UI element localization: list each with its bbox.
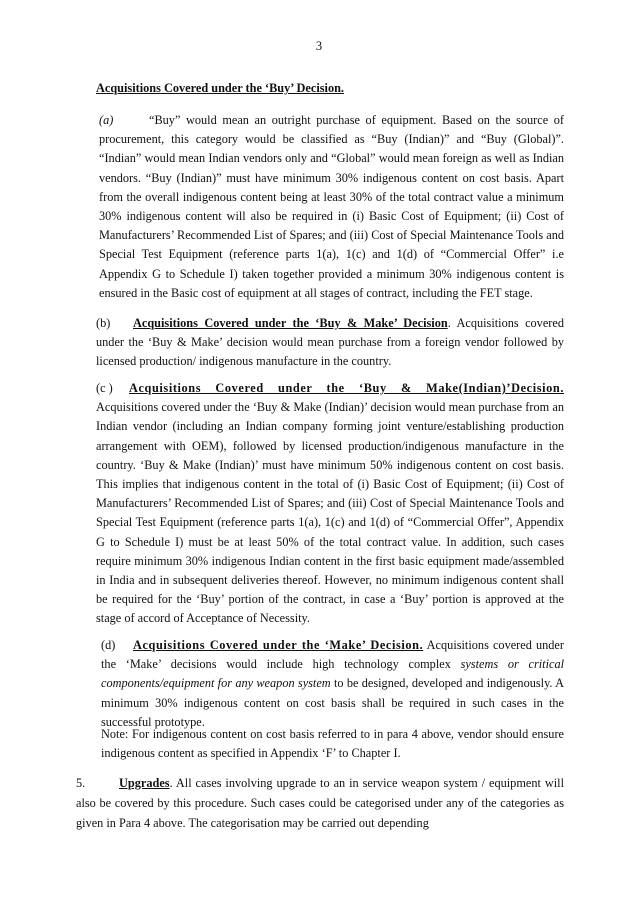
paragraph-5-title: Upgrades xyxy=(119,776,170,790)
paragraph-b xyxy=(96,314,564,372)
section-heading-buy: Acquisitions Covered under the ‘Buy’ Decision. xyxy=(96,81,345,95)
paragraph-a-marker: (a) xyxy=(99,113,114,127)
paragraph-b-title: Acquisitions Covered under the ‘Buy & Make’ Decision xyxy=(133,316,448,330)
note-paragraph: Note: For indigenous content on cost basis referred to in para 4 above, vendor should ensure indigenous content as specified in Appendix ‘F’ to Chapter I. xyxy=(101,727,564,761)
paragraph-5-text: . All cases involving upgrade to an in service weapon system / equipment will also be covered by this procedure. Such cases could be categorised under any of the categories as given in Para 4 above. The categorisation may be carried out depending xyxy=(76,776,564,831)
paragraph-d-marker: (d) xyxy=(101,638,116,652)
paragraph-c xyxy=(96,379,564,629)
paragraph-c-title: Acquisitions Covered under the ‘Buy & Make(Indian)’Decision. xyxy=(129,381,564,395)
paragraph-b-text: . Acquisitions covered under the ‘Buy & Make’ decision would mean purchase from a foreign vendor followed by licensed production/ indigenous manufacture in the country. xyxy=(96,316,564,369)
paragraph-d-text-1: Acquisitions covered under the ‘Make’ decisions would include high technology complex xyxy=(101,638,564,672)
paragraph-a xyxy=(99,111,564,303)
paragraph-d-text-2: to be designed, developed and indigenously. A minimum 30% indigenous content on cost basis shall be required in such cases in the successful prototype. xyxy=(101,676,564,729)
paragraph-d xyxy=(101,636,564,732)
paragraph-d-title: Acquisitions Covered under the ‘Make’ Decision. xyxy=(133,638,424,652)
paragraph-c-text: Acquisitions covered under the ‘Buy & Make (Indian)’ decision would mean purchase from an Indian vendor (including an Indian company forming joint venture/establishing production arrangement with OEM), followed by licensed production/indigenous manufacture in the country. ‘Buy & Make (Indian)’ must have minimum 50% indigenous content on cost basis. This implies that indigenous content in the total of (i) Basic Cost of Equipment; (ii) Cost of Manufacturers’ Recommended List of Spares; and (iii) Cost of Special Maintenance Tools and Special Test Equipment (reference parts 1(a), 1(c) and 1(d) of “Commercial Offer”, Appendix G to Schedule I) must be at least 50% of the total contract value. In addition, such cases require minimum 30% indigenous Indian content in the first basic equipment made/assembled in India and in subsequent deliveries thereof. However, no minimum indigenous content shall be required for the ‘Buy’ portion of the contract, in case a ‘Buy’ portion is approved at the stage of accord of Acceptance of Necessity. xyxy=(96,400,564,626)
paragraph-d-text-italic: systems or critical components/equipment for any weapon system xyxy=(101,657,565,691)
paragraph-5 xyxy=(76,773,564,834)
paragraph-a-text: “Buy” would mean an outright purchase of equipment. Based on the source of procurement, this category would be classified as “Buy (Indian)” and “Buy (Global)”. “Indian” would mean Indian vendors only and “Global” would mean foreign as well as Indian vendors. “Buy (Indian)” must have minimum 30% indigenous content on cost basis. Apart from the overall indigenous content being at least 30% of the total contract value a minimum 30% indigenous content will also be required in (i) Basic Cost of Equipment; (ii) Cost of Manufacturers’ Recommended List of Spares; and (iii) Cost of Special Maintenance Tools and Special Test Equipment (reference parts 1(a), 1(c) and 1(d) of “Commercial Offer” i.e Appendix G to Schedule I) taken together provided a minimum 30% indigenous content is ensured in the Basic cost of equipment at all stages of contract, including the FET stage. xyxy=(99,113,564,300)
paragraph-c-marker: (c ) xyxy=(96,381,113,395)
page-number: 3 xyxy=(315,39,323,53)
paragraph-b-marker: (b) xyxy=(96,316,111,330)
paragraph-5-marker: 5. xyxy=(76,776,86,790)
